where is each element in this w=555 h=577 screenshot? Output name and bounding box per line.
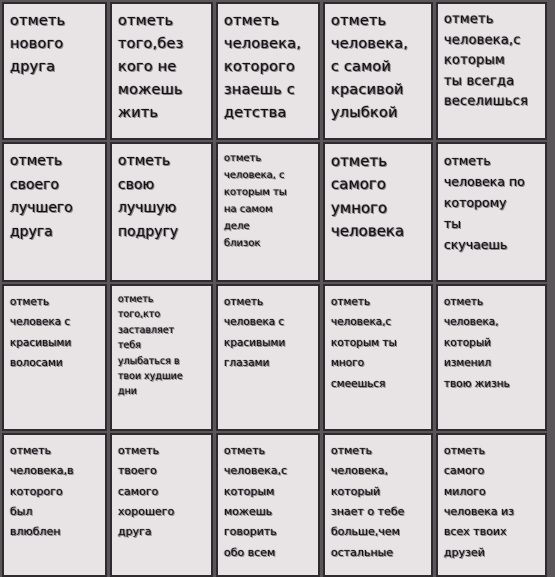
card-text: отметь самого милого человека из всех твоих друзей xyxy=(444,444,515,559)
card-text: отметь твоего самого хорошего друга xyxy=(118,444,175,539)
card-text: отметь нового друга xyxy=(10,13,66,75)
card-since-childhood xyxy=(216,2,320,140)
card-best-smile xyxy=(323,2,433,140)
card-very-good-friend xyxy=(110,433,213,577)
card-text: отметь человека, с самой красивой улыбкой xyxy=(331,13,409,121)
card-text: отметь того,кто заставляет тебя улыбаться в твои худшие дни xyxy=(118,294,183,398)
card-text: отметь человека, с которым ты на самом деле близок xyxy=(224,153,287,249)
card-text: отметь человека с красивыми глазами xyxy=(224,296,286,370)
card-text: отметь человека,с которым ты много смеешься xyxy=(331,296,397,390)
card-really-close xyxy=(216,142,320,282)
card-new-friend xyxy=(2,2,107,140)
card-text: отметь самого умного человека xyxy=(331,152,405,240)
card-text: отметь человека,с которым можешь говорить обо всем xyxy=(224,444,288,559)
card-cant-live-without xyxy=(110,2,213,140)
card-best-girlfriend xyxy=(110,142,213,282)
card-always-fun xyxy=(436,2,547,140)
card-text: отметь своего лучшего друга xyxy=(10,153,73,240)
card-talk-about-anything xyxy=(216,433,320,577)
card-text: отметь человека, который знает о тебе больше,чем остальные xyxy=(331,444,405,559)
card-changed-life xyxy=(436,284,547,431)
card-text: отметь человека по которому ты скучаешь xyxy=(444,153,525,252)
card-laugh-a-lot xyxy=(323,284,433,431)
card-text: отметь человека,в которого был влюблен xyxy=(10,444,74,539)
card-text: отметь человека, который изменил твою жизнь xyxy=(444,296,510,390)
card-makes-you-smile xyxy=(110,284,213,431)
card-knows-more xyxy=(323,433,433,577)
card-text: отметь человека, которого знаешь с детства xyxy=(224,13,302,121)
card-beautiful-eyes xyxy=(216,284,320,431)
card-smartest xyxy=(323,142,433,282)
card-were-in-love xyxy=(2,433,107,577)
card-miss-you xyxy=(436,142,547,282)
card-beautiful-hair xyxy=(2,284,107,431)
card-text: отметь человека с красивыми волосами xyxy=(10,296,72,370)
card-sweetest xyxy=(436,433,547,577)
card-text: отметь человека,с которым ты всегда веселишься xyxy=(444,12,529,110)
card-best-friend xyxy=(2,142,107,282)
card-text: отметь свою лучшую подругу xyxy=(118,153,179,240)
card-text: отметь того,без кого не можешь жить xyxy=(118,13,184,121)
